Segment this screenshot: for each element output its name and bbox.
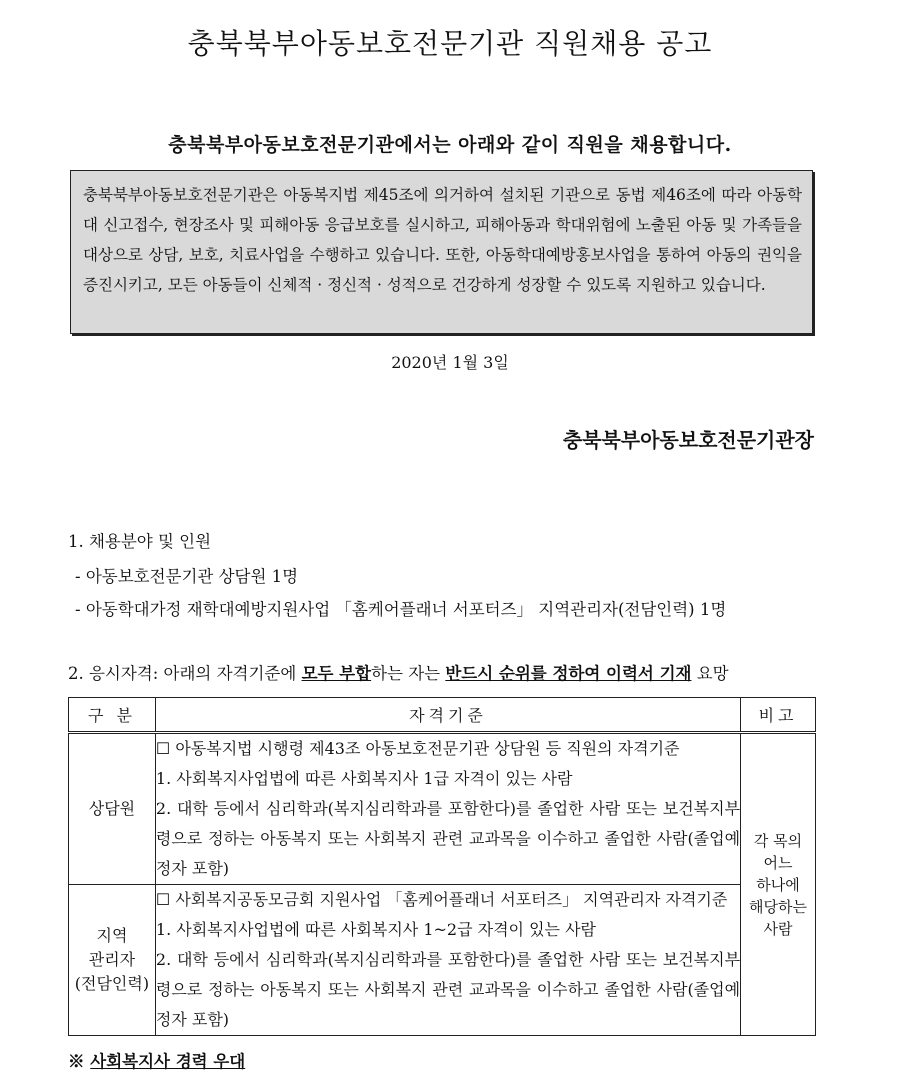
header-criteria: 자격기준 (155, 698, 740, 733)
section1-heading: 1. 채용분야 및 인원 (68, 532, 212, 551)
criteria-item: 2. 대학 등에서 심리학과(복지심리학과를 포함한다)를 졸업한 사람 또는 보건복지부령으로 정하는 아동복지 또는 사회복지 관련 교과목을 이수하고 졸업한 사람(졸업예정자 포함) (155, 950, 741, 1029)
section2-heading (68, 660, 729, 684)
section2-emphasis: 반드시 순위를 정하여 이력서 기재 (445, 664, 692, 683)
section2-heading-text: 2. 응시자격: 아래의 자격기준에 (68, 664, 302, 683)
category-label: (전담인력) (74, 974, 150, 993)
criteria-item: 2. 대학 등에서 심리학과(복지심리학과를 포함한다)를 졸업한 사람 또는 보건복지부령으로 정하는 아동복지 또는 사회복지 관련 교과목을 이수하고 졸업한 사람(졸업예정자 포함) (155, 799, 741, 878)
page-title: 충북북부아동보호전문기관 직원채용 공고 (187, 27, 713, 60)
announcement-subtitle: 충북북부아동보호전문기관에서는 아래와 같이 직원을 채용합니다. (168, 134, 732, 156)
intro-text: 충북북부아동보호전문기관은 아동복지법 제45조에 의거하여 설치된 기관으로 동법 제46조에 따라 아동학대 신고접수, 현장조사 및 피해아동 응급보호를 실시하고, 피해아동과 학대위험에 노출된 아동 및 가족들을 대상으로 상담, 보호, 치료사업을 수행하고 있습니다. 또한, 아동학대예방홍보사업을 통하여 아동의 권익을 증진시키고, 모든 아동들이 신체적 · 정신적 · 성적으로 건강하게 성장할 수 있도록 지원하고 있습니다. (83, 186, 802, 294)
category-label: 관리자 (88, 950, 136, 969)
category-cell (69, 885, 156, 1036)
category-label: 상담원 (88, 799, 136, 818)
category-cell (69, 733, 156, 885)
note-line: 하나에 (756, 875, 800, 894)
signer: 충북북부아동보호전문기관장 (562, 428, 814, 452)
header-category: 구 분 (69, 698, 156, 733)
note-line: 사람 (763, 919, 793, 938)
section2-heading-text: 요망 (691, 664, 729, 683)
reference-mark: ※ (68, 1052, 91, 1071)
table-header-row (69, 698, 816, 733)
table-row (69, 885, 816, 1036)
note-line: 해당하는 (749, 897, 808, 916)
note-cell (741, 733, 816, 1036)
criteria-title: ☐ 사회복지공동모금회 지원사업 「홈케어플래너 서포터즈」 지역관리자 자격기준 (155, 890, 728, 909)
criteria-title: ☐ 아동복지법 시행령 제43조 아동보호전문기관 상담원 등 직원의 자격기준 (155, 739, 680, 758)
announcement-date: 2020년 1월 3일 (391, 353, 509, 372)
section1-item: - 아동학대가정 재학대예방지원사업 「홈케어플래너 서포터즈」 지역관리자(전담인력) 1명 (75, 600, 727, 619)
criteria-cell (155, 885, 740, 1036)
category-label: 지역 (96, 926, 128, 945)
header-note: 비고 (741, 698, 816, 733)
criteria-cell (155, 733, 740, 885)
section1-item: - 아동보호전문기관 상담원 1명 (75, 567, 299, 586)
criteria-item: 1. 사회복지사업법에 따른 사회복지사 1~2급 자격이 있는 사람 (155, 920, 597, 939)
footnote (68, 1048, 245, 1072)
intro-box (70, 170, 813, 334)
note-line: 어느 (763, 853, 793, 872)
table-row (69, 733, 816, 885)
note-line: 각 목의 (753, 831, 803, 850)
section2-emphasis: 모두 부합 (301, 664, 372, 683)
criteria-item: 1. 사회복지사업법에 따른 사회복지사 1급 자격이 있는 사람 (155, 769, 573, 788)
footnote-text: 사회복지사 경력 우대 (90, 1052, 246, 1071)
qualification-table (68, 697, 816, 1036)
section2-heading-text: 하는 자는 (371, 664, 446, 683)
